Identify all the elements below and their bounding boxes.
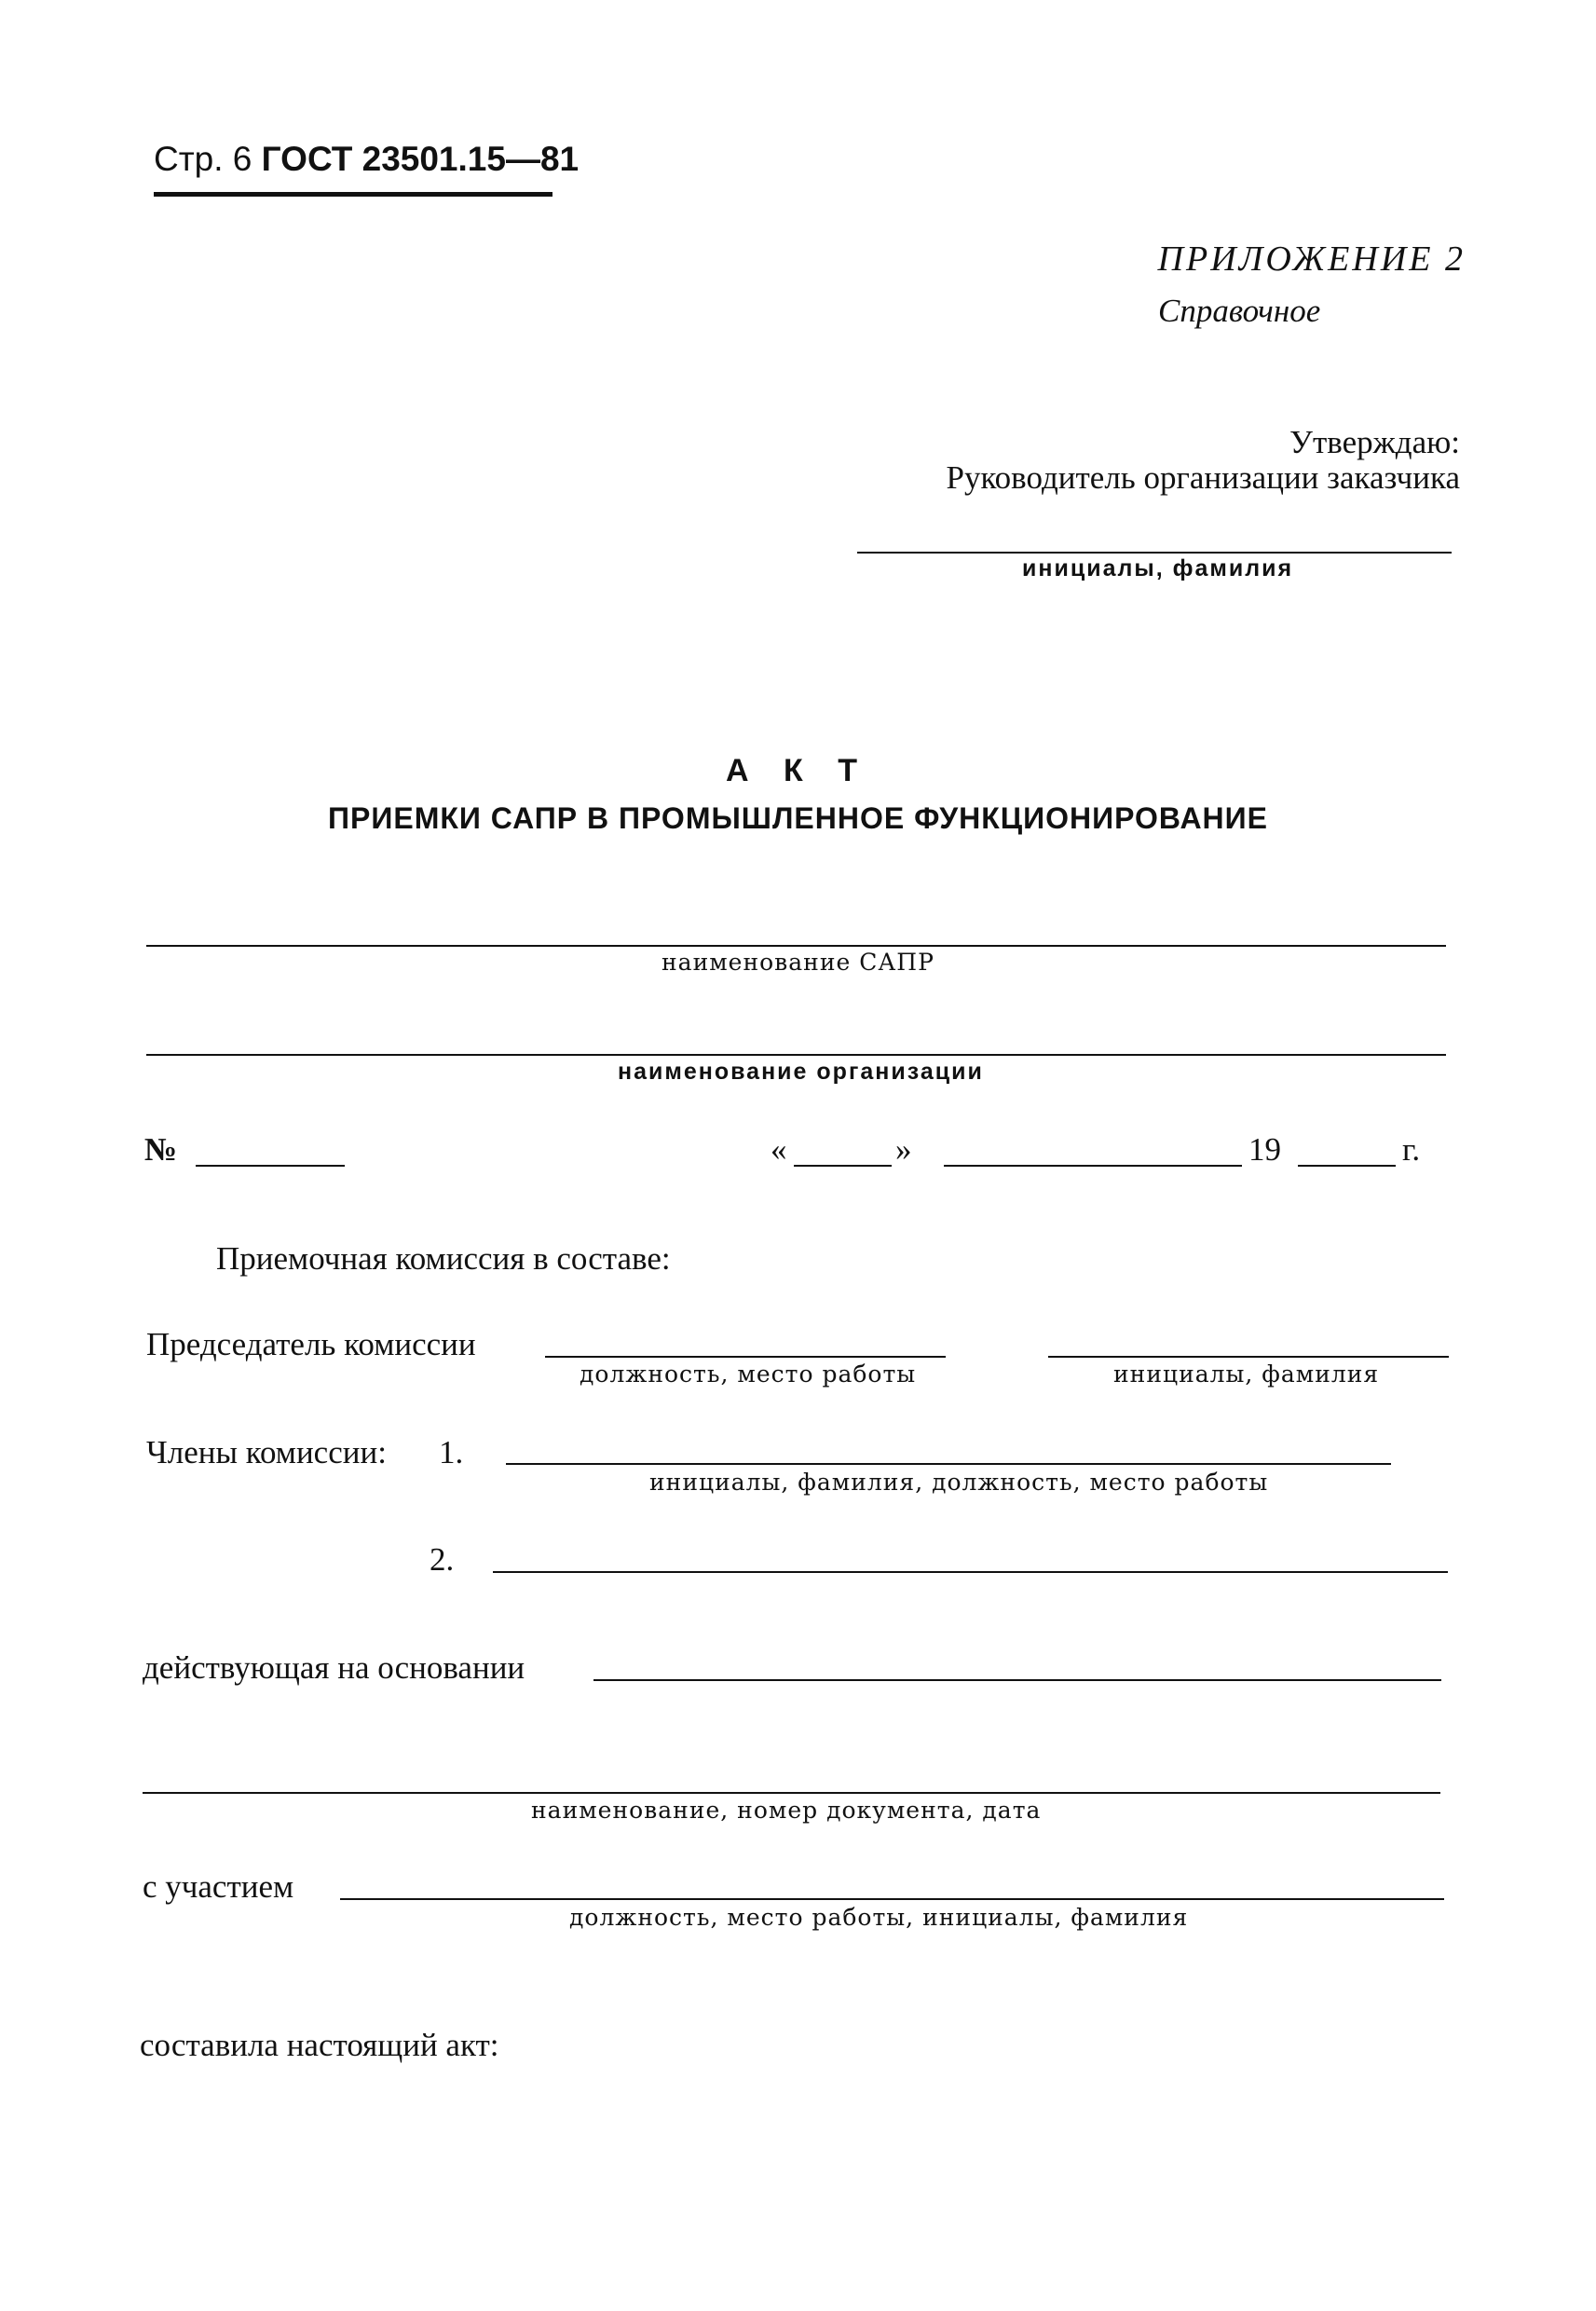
basis-line[interactable] (593, 1679, 1441, 1681)
header-underline (154, 192, 552, 197)
day-field-line[interactable] (794, 1165, 892, 1167)
page-number: Стр. 6 (154, 140, 252, 178)
commission-intro: Приемочная комиссия в составе: (216, 1240, 671, 1277)
standard-code: ГОСТ 23501.15—81 (261, 140, 580, 178)
number-field-line[interactable] (196, 1165, 345, 1167)
appendix-reference: Справочное (1158, 293, 1321, 329)
participation-line[interactable] (340, 1898, 1444, 1900)
closing-statement: составила настоящий акт: (140, 2027, 499, 2063)
members-label: Члены комиссии: (146, 1434, 387, 1470)
system-name-line[interactable] (146, 945, 1446, 947)
basis-label: действующая на основании (143, 1649, 525, 1686)
system-name-caption: наименование САПР (662, 949, 934, 976)
participation-caption: должность, место работы, инициалы, фамилия (569, 1904, 1189, 1931)
year-field-line[interactable] (1298, 1165, 1396, 1167)
member2-number: 2. (430, 1541, 455, 1578)
page-header (154, 140, 579, 179)
chairman-position-line[interactable] (545, 1356, 946, 1358)
date-close-quote: » (895, 1131, 912, 1168)
date-open-quote: « (771, 1131, 787, 1168)
member1-number: 1. (439, 1434, 464, 1470)
member2-line[interactable] (493, 1571, 1448, 1573)
basis-caption: наименование, номер документа, дата (531, 1797, 1042, 1824)
chairman-label: Председатель комиссии (146, 1326, 476, 1362)
chairman-name-caption: инициалы, фамилия (1113, 1361, 1380, 1388)
month-field-line[interactable] (944, 1165, 1242, 1167)
chairman-name-line[interactable] (1048, 1356, 1449, 1358)
organization-caption: наименование организации (618, 1059, 984, 1085)
act-subtitle: ПРИЕМКИ САПР В ПРОМЫШЛЕННОЕ ФУНКЦИОНИРОВАНИЕ (328, 801, 1268, 835)
organization-line[interactable] (146, 1054, 1446, 1056)
year-prefix: 19 (1248, 1131, 1281, 1168)
approval-position: Руководитель организации заказчика (946, 459, 1460, 496)
year-suffix: г. (1402, 1131, 1421, 1168)
participation-label: с участием (143, 1868, 294, 1905)
member1-line[interactable] (506, 1463, 1391, 1465)
member1-caption: инициалы, фамилия, должность, место работы (649, 1469, 1269, 1496)
basis-document-line[interactable] (143, 1792, 1440, 1794)
approval-label: Утверждаю: (1289, 424, 1460, 460)
chairman-position-caption: должность, место работы (580, 1361, 917, 1388)
number-label: № (144, 1131, 178, 1168)
approval-signature-line[interactable] (857, 552, 1452, 554)
act-title: А К Т (726, 753, 870, 788)
appendix-title: ПРИЛОЖЕНИЕ 2 (1157, 239, 1466, 279)
approval-signature-caption: инициалы, фамилия (1022, 555, 1294, 581)
